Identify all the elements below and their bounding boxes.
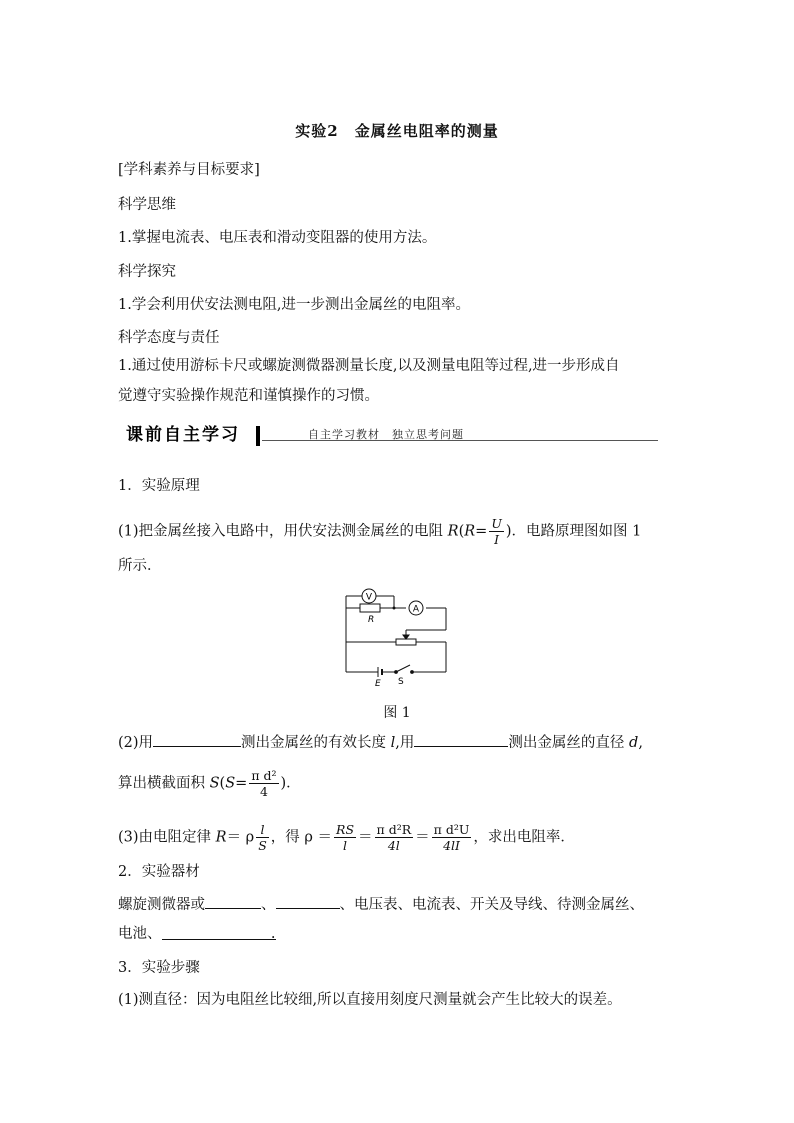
text: (	[458, 523, 465, 540]
equipment-para-cont	[118, 924, 276, 944]
fill-blank-4[interactable]	[276, 893, 340, 909]
principle-para-2-cont	[118, 768, 301, 799]
fraction-RS-over-l	[334, 822, 356, 853]
fraction-area	[249, 768, 278, 799]
heading-principle: 1．实验原理	[118, 478, 200, 494]
principle-para-3	[118, 822, 575, 853]
section-subtitle: 自主学习教材 独立思考问题	[308, 428, 464, 441]
fraction-d2R-over-4l	[375, 822, 414, 853]
var-S: S	[209, 775, 220, 792]
battery-label: E	[375, 679, 381, 689]
text: 算出横截面积	[118, 775, 210, 792]
section-title: 课前自主学习	[126, 425, 240, 445]
switch-label: S	[398, 677, 404, 687]
numerator: π d²	[251, 768, 277, 783]
text: ＝	[358, 829, 373, 846]
text: )．	[280, 775, 301, 792]
text: 测出金属丝的有效长度	[241, 735, 391, 751]
var-R: R	[447, 523, 459, 540]
equipment-para	[118, 893, 644, 915]
section-divider-mark	[256, 426, 260, 446]
text: (3)由电阻定律	[118, 829, 216, 846]
text: (	[219, 775, 226, 792]
var-d: d	[629, 735, 639, 751]
text: ＝ ρ	[226, 829, 255, 846]
attitude-item-line2: 觉遵守实验操作规范和谨慎操作的习惯。	[118, 388, 379, 404]
text: ＝	[415, 829, 430, 846]
resistor-symbol	[360, 604, 380, 612]
denominator: S	[258, 838, 267, 853]
denominator: l	[343, 838, 348, 853]
text: 测出金属丝的直径	[508, 735, 630, 751]
numerator: π d²U	[433, 822, 470, 837]
principle-para-2	[118, 731, 643, 753]
page-title: 实验2 金属丝电阻率的测量	[295, 122, 499, 140]
fraction-l-over-S	[256, 822, 269, 853]
var-l: l	[390, 735, 396, 751]
circuit-diagram	[338, 588, 458, 690]
fill-blank-2[interactable]	[414, 731, 508, 747]
resistor-label: R	[368, 615, 375, 625]
fill-blank-3[interactable]	[205, 893, 261, 909]
switch-blade	[396, 665, 410, 672]
science-thinking-item: 1.掌握电流表、电压表和滑动变阻器的使用方法。	[118, 230, 437, 246]
denominator: 4lI	[443, 838, 460, 853]
science-thinking-heading: 科学思维	[118, 197, 176, 213]
var-R: R	[464, 523, 476, 540]
text: )．电路原理图如图 1	[505, 523, 642, 540]
text: 螺旋测微器或	[118, 897, 205, 913]
requirements-heading: [学科素养与目标要求]	[118, 162, 260, 178]
text: (1)把金属丝接入电路中，用伏安法测金属丝的电阻	[118, 523, 448, 540]
science-inquiry-heading: 科学探究	[118, 264, 176, 280]
text: ，求出电阻率．	[473, 829, 575, 846]
fraction-U-over-I	[489, 516, 504, 547]
numerator: π d²R	[376, 822, 412, 837]
text: =	[475, 523, 488, 540]
voltmeter-label: V	[365, 592, 373, 603]
text: (2)用	[118, 735, 154, 751]
text: 、电压表、电流表、开关及导线、待测金属丝、	[339, 897, 644, 913]
numerator: U	[491, 516, 502, 531]
attitude-heading: 科学态度与责任	[118, 330, 220, 346]
text: ,	[638, 735, 643, 751]
denominator: 4l	[387, 838, 400, 853]
heading-steps: 3．实验步骤	[118, 960, 200, 976]
numerator: l	[256, 822, 269, 838]
principle-para-1	[118, 516, 641, 547]
fraction-d2U-over-4lI	[432, 822, 472, 853]
text: ，得 ρ ＝	[270, 829, 333, 846]
section-banner	[118, 424, 658, 448]
text: =	[235, 775, 248, 792]
principle-para-1-cont: 所示．	[118, 558, 162, 574]
heading-equipment: 2．实验器材	[118, 864, 200, 880]
fill-blank-5[interactable]	[162, 924, 276, 940]
figure-caption: 图 1	[383, 705, 411, 721]
var-S: S	[225, 775, 236, 792]
text: ,用	[395, 735, 415, 751]
text: 电池、	[118, 926, 162, 942]
numerator: RS	[336, 822, 355, 837]
text: 、	[261, 897, 276, 913]
ammeter-label: A	[412, 604, 420, 615]
rheostat-symbol	[396, 639, 416, 645]
science-inquiry-item: 1.学会利用伏安法测电阻,进一步测出金属丝的电阻率。	[118, 297, 470, 313]
text: .	[270, 926, 276, 942]
denominator: I	[494, 532, 500, 547]
attitude-item-line1: 1.通过使用游标卡尺或螺旋测微器测量长度,以及测量电阻等过程,进一步形成自	[118, 358, 620, 374]
steps-para-1: (1)测直径：因为电阻丝比较细,所以直接用刻度尺测量就会产生比较大的误差。	[118, 992, 622, 1008]
denominator: 4	[259, 784, 268, 799]
var-R: R	[215, 829, 227, 846]
fill-blank-1[interactable]	[153, 731, 241, 747]
